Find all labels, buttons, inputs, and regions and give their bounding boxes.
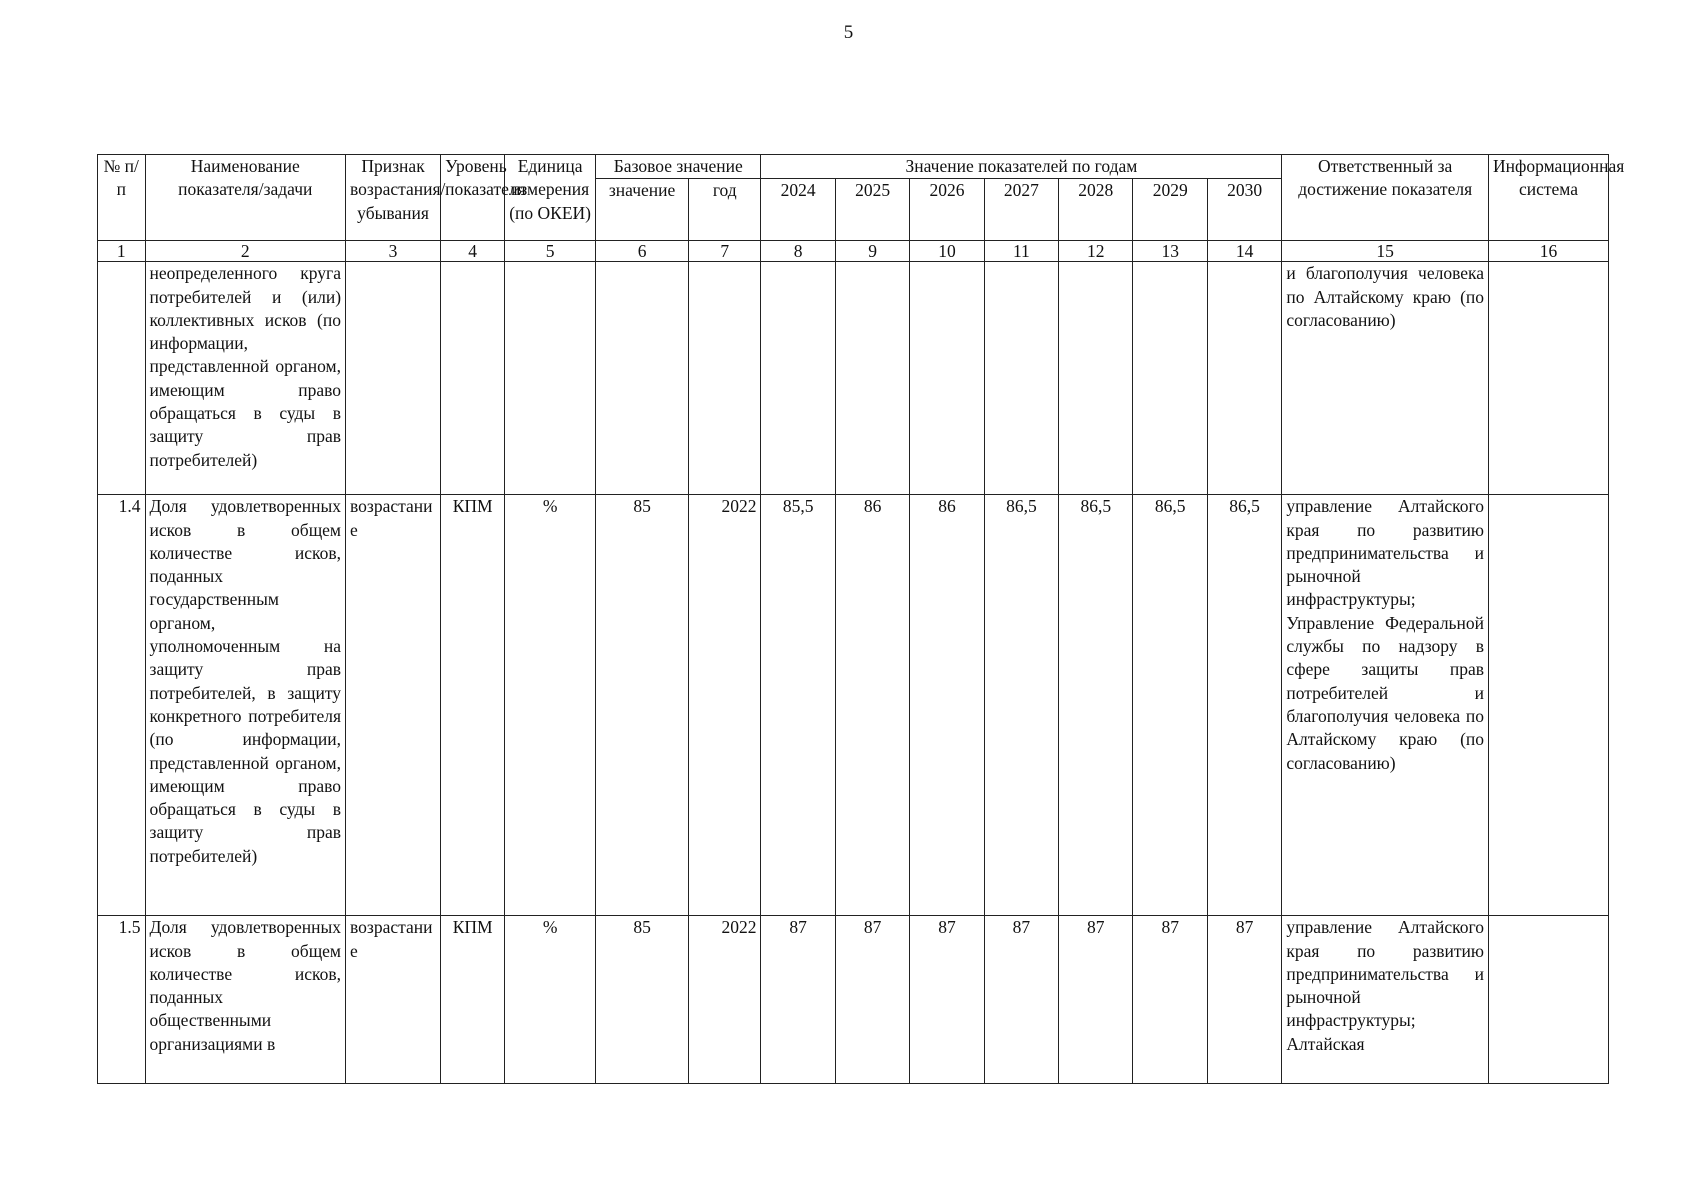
row-number	[98, 262, 146, 495]
indicator-level	[441, 262, 505, 495]
base-value: 85	[596, 916, 689, 1084]
row-number: 1.5	[98, 916, 146, 1084]
indicator-unit	[505, 262, 596, 495]
year-value: 87	[984, 916, 1058, 1084]
year-value: 85,5	[761, 495, 835, 916]
indicator-unit: %	[505, 495, 596, 916]
header-no: № п/п	[98, 155, 146, 241]
indicator-name: Доля удовлетворенных исков в общем количестве исков, поданных общественными организациями в	[145, 916, 345, 1084]
year-value: 86	[910, 495, 984, 916]
table-row	[98, 916, 1609, 1084]
base-value: 85	[596, 495, 689, 916]
header-infosys: Информационная система	[1489, 155, 1609, 241]
column-numbers-row	[98, 241, 1609, 262]
header-base-value: значение	[596, 179, 689, 241]
year-value	[1207, 262, 1281, 495]
column-number: 15	[1282, 241, 1489, 262]
year-value	[910, 262, 984, 495]
year-value	[761, 262, 835, 495]
table-row	[98, 495, 1609, 916]
column-number: 10	[910, 241, 984, 262]
year-value: 87	[761, 916, 835, 1084]
header-years-group: Значение показателей по годам	[761, 155, 1282, 179]
indicator-sign: возрастание	[346, 916, 441, 1084]
indicator-name: неопределенного круга потребителей и (или) коллективных исков (по информации, представленной органом, имеющим право обращаться в суды в защиту прав потребителей)	[145, 262, 345, 495]
header-unit: Единица измерения (по ОКЕИ)	[505, 155, 596, 241]
year-value	[835, 262, 909, 495]
header-base-group: Базовое значение	[596, 155, 761, 179]
responsible: управление Алтайского края по развитию предпринимательства и рыночной инфраструктуры; Управление Федеральной службы по надзору в сфере защиты прав потребителей и благополучия человека по Алтайскому краю (по согласованию)	[1282, 495, 1489, 916]
year-value	[1059, 262, 1133, 495]
year-value: 86	[835, 495, 909, 916]
column-number: 5	[505, 241, 596, 262]
base-value	[596, 262, 689, 495]
page-number: 5	[843, 22, 854, 43]
header-year: 2024	[761, 179, 835, 241]
information-system	[1489, 262, 1609, 495]
indicator-name: Доля удовлетворенных исков в общем количестве исков, поданных государственным органом, уполномоченным на защиту прав потребителей, в защиту конкретного потребителя (по информации, представленной органом, имеющим право обращаться в суды в защиту прав потребителей)	[145, 495, 345, 916]
header-year: 2030	[1207, 179, 1281, 241]
base-year: 2022	[689, 916, 761, 1084]
column-number: 8	[761, 241, 835, 262]
year-value: 86,5	[1133, 495, 1207, 916]
header-year: 2027	[984, 179, 1058, 241]
header-level: Уровень показателя	[441, 155, 505, 241]
year-value: 87	[1059, 916, 1133, 1084]
year-value: 87	[1207, 916, 1281, 1084]
row-number: 1.4	[98, 495, 146, 916]
column-number: 14	[1207, 241, 1281, 262]
column-number: 3	[346, 241, 441, 262]
column-number: 6	[596, 241, 689, 262]
indicators-table	[97, 154, 1625, 1084]
column-number: 7	[689, 241, 761, 262]
header-row-1	[98, 155, 1609, 179]
header-name: Наименование показателя/задачи	[145, 155, 345, 241]
column-number: 1	[98, 241, 146, 262]
year-value: 86,5	[1059, 495, 1133, 916]
year-value	[1133, 262, 1207, 495]
indicator-sign	[346, 262, 441, 495]
header-year: 2026	[910, 179, 984, 241]
indicator-unit: %	[505, 916, 596, 1084]
column-number: 12	[1059, 241, 1133, 262]
table-row	[98, 262, 1609, 495]
column-number: 16	[1489, 241, 1609, 262]
base-year	[689, 262, 761, 495]
column-number: 2	[145, 241, 345, 262]
year-value: 87	[835, 916, 909, 1084]
year-value: 86,5	[1207, 495, 1281, 916]
column-number: 11	[984, 241, 1058, 262]
column-number: 13	[1133, 241, 1207, 262]
header-base-year: год	[689, 179, 761, 241]
year-value: 86,5	[984, 495, 1058, 916]
base-year: 2022	[689, 495, 761, 916]
year-value: 87	[1133, 916, 1207, 1084]
information-system	[1489, 495, 1609, 916]
header-sign: Признак возрастания/ убывания	[346, 155, 441, 241]
indicator-level: КПМ	[441, 916, 505, 1084]
header-responsible: Ответственный за достижение показателя	[1282, 155, 1489, 241]
year-value	[984, 262, 1058, 495]
column-number: 4	[441, 241, 505, 262]
header-year: 2028	[1059, 179, 1133, 241]
indicator-level: КПМ	[441, 495, 505, 916]
header-year: 2025	[835, 179, 909, 241]
information-system	[1489, 916, 1609, 1084]
year-value: 87	[910, 916, 984, 1084]
indicator-sign: возрастание	[346, 495, 441, 916]
header-year: 2029	[1133, 179, 1207, 241]
column-number: 9	[835, 241, 909, 262]
responsible: и благополучия человека по Алтайскому краю (по согласованию)	[1282, 262, 1489, 495]
responsible: управление Алтайского края по развитию предпринимательства и рыночной инфраструктуры; Алтайская	[1282, 916, 1489, 1084]
